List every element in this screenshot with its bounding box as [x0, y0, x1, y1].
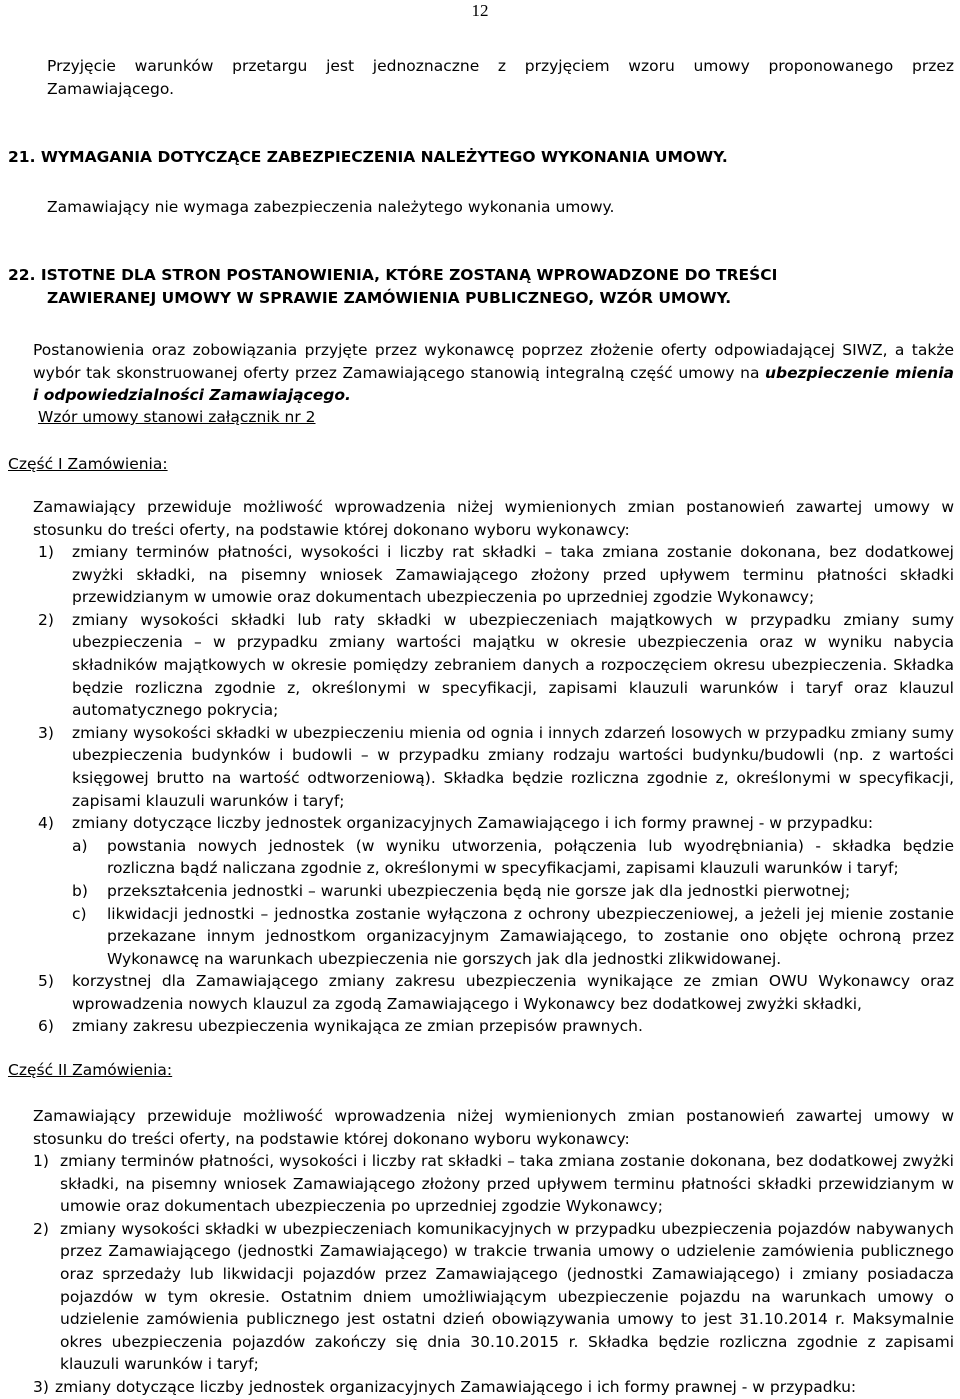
list-item: [38, 541, 954, 609]
attachment-note: [38, 406, 960, 429]
sub-list-item-letter: a): [72, 836, 88, 855]
list-item-text: zmiany dotyczące liczby jednostek organizacyjnych Zamawiającego i ich formy prawnej - w przypadku:: [72, 814, 874, 833]
list-item: [33, 1150, 954, 1218]
list-item-text: zmiany zakresu ubezpieczenia wynikająca ze zmian przepisów prawnych.: [72, 1017, 643, 1036]
sub-list-item-letter: b): [72, 881, 88, 900]
part-1-list: [38, 541, 954, 1038]
section-22-paragraph-text: Postanowienia oraz zobowiązania przyjęte przez wykonawcę poprzez złożenie oferty odpowiadającej SIWZ, a także wybór tak skonstruowanej oferty przez Zamawiającego stanowią integralną część umowy na: [33, 341, 954, 382]
list-item-number: 3): [33, 1377, 49, 1396]
section-22-heading: [8, 264, 954, 309]
sub-list-item: [72, 835, 954, 880]
list-item: [33, 1218, 954, 1376]
section-21-heading: 21. WYMAGANIA DOTYCZĄCE ZABEZPIECZENIA NALEŻYTEGO WYKONANIA UMOWY.: [8, 148, 728, 166]
list-item-number: 1): [33, 1152, 49, 1170]
list-item: [38, 812, 954, 835]
intro-line-1: Przyjęcie warunków przetargu jest jednoznaczne z przyjęciem wzoru umowy proponowanego przez: [47, 57, 954, 75]
list-item: [38, 609, 954, 722]
list-item-text: zmiany wysokości składki w ubezpieczeniu mienia od ognia i innych zdarzeń losowych w przypadku zmiany sumy ubezpieczenia budynków i budowli – w przypadku zmiany rodzaju wartości budynku/budowli (np. z wartości księgowej brutto na wartość odtworzeniową). Składka będzie rozliczna zgodnie z, określonymi w specyfikacji, zapisami klauzuli warunków i taryf;: [72, 723, 954, 810]
section-22-heading-line-2: ZAWIERANEJ UMOWY W SPRAWIE ZAMÓWIENIA PUBLICZNEGO, WZÓR UMOWY.: [47, 288, 732, 307]
intro-paragraph: [47, 55, 954, 100]
sub-list-item-letter: c): [72, 904, 87, 923]
list-item-text: zmiany terminów płatności, wysokości i liczby rat składki – taka zmiana zostanie dokonana, bez dodatkowej zwyżki składki, na pisemny wniosek Zamawiającego złożony przed upływem terminu płatności składki przewidzianym w umowie oraz dokumentach ubezpieczenia po uprzedniej zgodzie Wykonawcy;: [60, 1152, 954, 1216]
list-item: [33, 1376, 954, 1399]
section-22-paragraph-bold: ubezpieczenie mienia i odpowiedzialności Zamawiającego.: [33, 363, 954, 405]
sub-list-item: [72, 880, 954, 903]
list-item-number: 6): [38, 1017, 54, 1036]
list-item: [38, 722, 954, 812]
sub-list: [38, 835, 954, 971]
list-item-number: 4): [38, 814, 54, 833]
sub-list-item-text: powstania nowych jednostek (w wyniku utworzenia, połączenia lub wyodrębniania) - składka będzie rozliczna bądź naliczana zgodnie z, określonymi w specyfikacjami, zapisami klauzuli warunków i taryf;: [107, 836, 954, 878]
list-item-number: 3): [38, 723, 54, 742]
sub-list-item-text: likwidacji jednostki – jednostka zostanie wyłączona z ochrony ubezpieczeniowej, a jeżeli jej mienie zostanie przekazane innym jednostkom organizacyjnym Zamawiającego, to zostanie ono objęte ochroną przez Wykonawcę na warunkach ubezpieczenia nie gorszych jak dla jednostki zlikwidowanej.: [107, 904, 954, 968]
list-item: [38, 970, 954, 1015]
section-21-text: Zamawiający nie wymaga zabezpieczenia należytego wykonania umowy.: [47, 198, 615, 216]
list-item-text: zmiany wysokości składki w ubezpieczeniach komunikacyjnych w przypadku ubezpieczenia pojazdów nabywanych przez Zamawiającego (jednostki Zamawiającego) w trakcie trwania umowy o udzielenie zamówienia publicznego oraz sprzedaży lub likwidacji pojazdów przez Zamawiającego (jednostki Zamawiającego) i zmiany posiadacza pojazdów w tym okresie. Ostatnim dniem umożliwiającym ubezpieczenie pojazdu na warunkach umowy o udzielenie zamówienia publicznego jest ostatni dzień obowiązywania umowy to jest 31.10.2014 r. Maksymalnie okres ubezpieczenia pojazdów zakończy się dnia 30.10.2015 r. Składka będzie rozliczna zgodnie z zapisami klauzuli warunków i taryf;: [60, 1219, 954, 1374]
part-2-title: Część II Zamówienia:: [8, 1061, 173, 1079]
part-1-intro: Zamawiający przewiduje możliwość wprowadzenia niżej wymienionych zmian postanowień zawartej umowy w stosunku do treści oferty, na podstawie której dokonano wyboru wykonawcy:: [33, 498, 954, 539]
part-1-title: Część I Zamówienia:: [8, 455, 168, 473]
sub-list-item: [72, 903, 954, 971]
part-2-list: [33, 1150, 954, 1399]
list-item-number: 2): [38, 610, 54, 629]
intro-line-2: Zamawiającego.: [47, 79, 175, 98]
section-22-heading-line-1: 22. ISTOTNE DLA STRON POSTANOWIENIA, KTÓRE ZOSTANĄ WPROWADZONE DO TREŚCI: [8, 266, 778, 284]
list-item-text: zmiany wysokości składki lub raty składki w ubezpieczeniach majątkowych w przypadku zmiany sumy ubezpieczenia – w przypadku zmiany wartości majątku w okresie ubezpieczenia oraz w wyniku nabycia składników majątkowych w okresie pomiędzy zebraniem danych a rozpoczęciem okresu ubezpieczenia. Składka będzie rozliczna zgodnie z, określonymi w specyfikacji, zapisami klauzuli warunków i taryf oraz klauzul automatycznego pokrycia;: [72, 610, 954, 720]
sub-list-item-text: przekształcenia jednostki – warunki ubezpieczenia będą nie gorsze jak dla jednostki pierwotnej;: [107, 881, 851, 900]
attachment-link-text: Wzór umowy stanowi załącznik nr 2: [38, 408, 316, 426]
page-number: 12: [471, 1, 489, 20]
part-2-intro: Zamawiający przewiduje możliwość wprowadzenia niżej wymienionych zmian postanowień zawartej umowy w stosunku do treści oferty, na podstawie której dokonano wyboru wykonawcy:: [33, 1107, 954, 1148]
section-22-paragraph: [33, 339, 954, 407]
list-item-text: korzystnej dla Zamawiającego zmiany zakresu ubezpieczenia wynikające ze zmian OWU Wykonawcy oraz wprowadzenia nowych klauzul za zgodą Zamawiającego i Wykonawcy bez dodatkowej zwyżki składki,: [72, 972, 954, 1013]
list-item-number: 2): [33, 1219, 49, 1238]
list-item-text: zmiany dotyczące liczby jednostek organizacyjnych Zamawiającego i ich formy prawnej - w przypadku:: [55, 1377, 857, 1396]
list-item-number: 1): [38, 543, 54, 561]
list-item-number: 5): [38, 972, 54, 991]
list-item-text: zmiany terminów płatności, wysokości i liczby rat składki – taka zmiana zostanie dokonana, bez dodatkowej zwyżki składki, na pisemny wniosek Zamawiającego złożony przed upływem terminu płatności składki przewidzianym w umowie oraz dokumentach ubezpieczenia po uprzedniej zgodzie Wykonawcy;: [72, 543, 954, 607]
list-item: [38, 1015, 954, 1038]
